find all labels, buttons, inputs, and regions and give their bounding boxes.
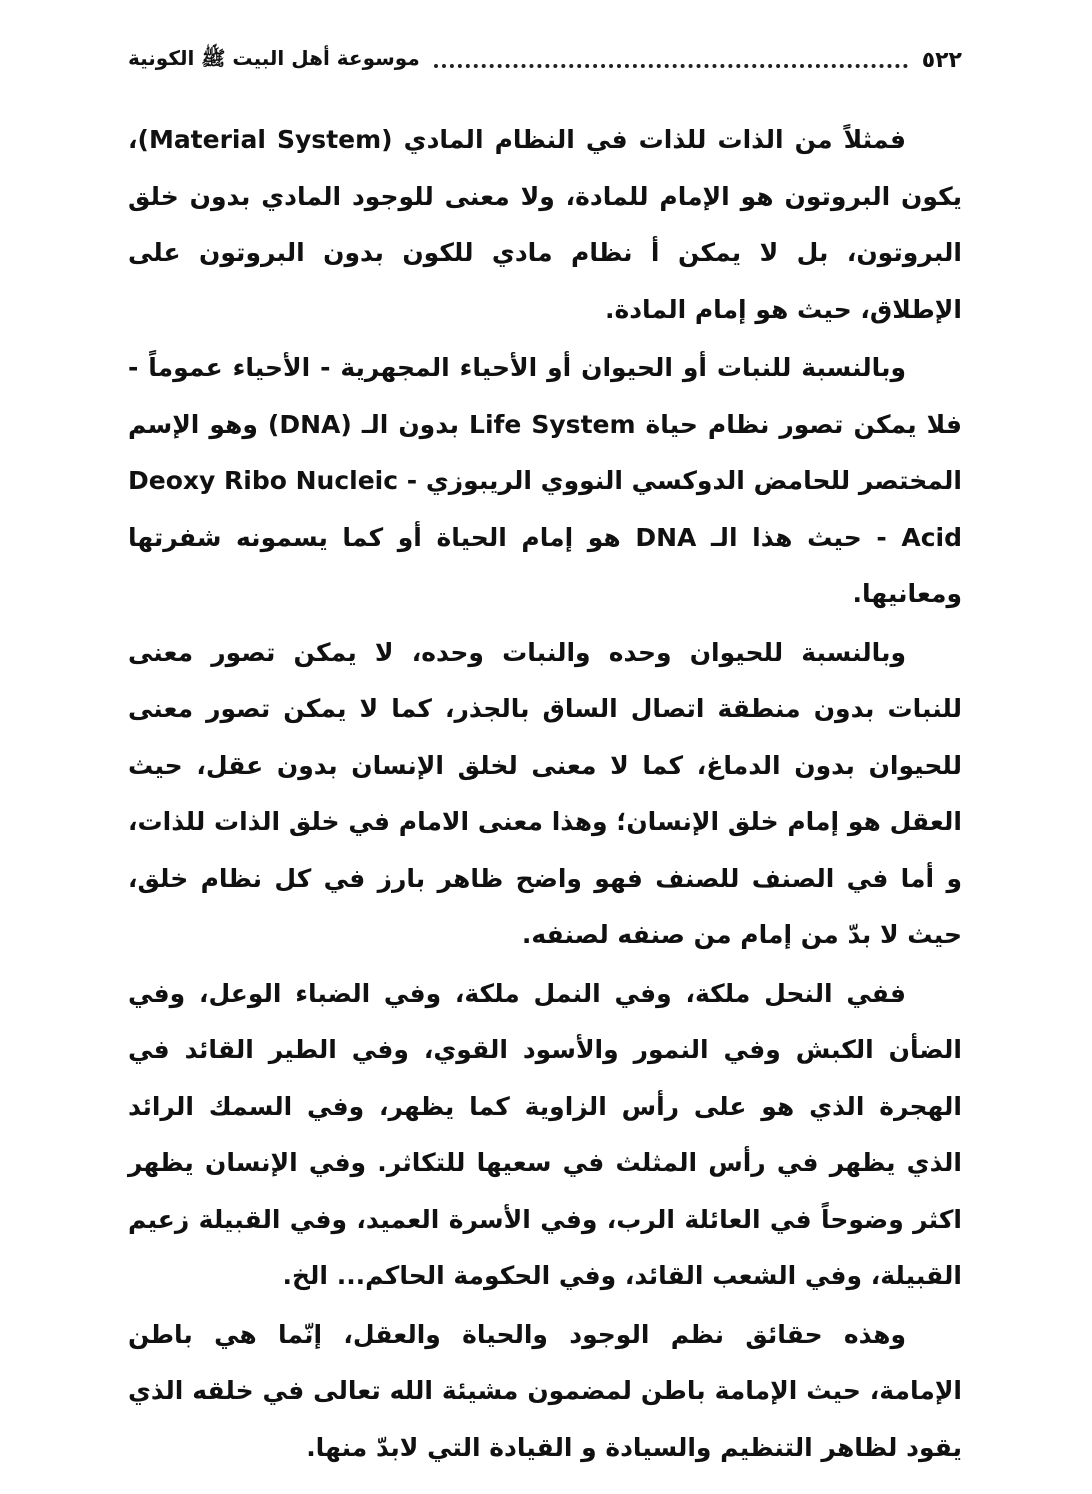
page-body bbox=[128, 112, 962, 1478]
header-dotted-leader bbox=[434, 64, 908, 68]
running-header bbox=[128, 40, 962, 80]
page-number: ٥٢٢ bbox=[921, 47, 962, 73]
paragraph-3: وبالنسبة للحيوان وحده والنبات وحده، لا يمكن تصور معنى للنبات بدون منطقة اتصال الساق بالجذر، كما لا يمكن تصور معنى للحيوان بدون الدماغ، كما لا معنى لخلق الإنسان بدون عقل، حيث العقل هو إمام خلق الإنسان؛ وهذا معنى الامام في خلق الذات للذات، و أما في الصنف للصنف فهو واضح ظاهر بارز في كل نظام خلق، حيث لا بدّ من إمام من صنفه لصنفه. bbox=[128, 637, 962, 949]
paragraph-2: وبالنسبة للنبات أو الحيوان أو الأحياء المجهرية - الأحياء عموماً - فلا يمكن تصور نظام حياة Life System بدون الـ (DNA) وهو الإسم المختصر للحامض الدوكسي النووي الريبوزي - Deoxy Ribo Nucleic Acid - حيث هذا الـ DNA هو إمام الحياة أو كما يسمونه شفرتها ومعانيها. bbox=[128, 353, 962, 608]
book-title: موسوعة أهل البيت ﷺ الكونية bbox=[128, 45, 420, 70]
paragraph-4: ففي النحل ملكة، وفي النمل ملكة، وفي الضباء الوعل، وفي الضأن الكبش وفي النمور والأسود القوي، وفي الطير القائد في الهجرة الذي هو على رأس الزاوية كما يظهر، وفي السمك الرائد الذي يظهر في رأس المثلث في سعيها للتكاثر. وفي الإنسان يظهر اكثر وضوحاً في العائلة الرب، وفي الأسرة العميد، وفي القبيلة زعيم القبيلة، وفي الشعب القائد، وفي الحكومة الحاكم... الخ. bbox=[128, 978, 962, 1290]
paragraph-1: فمثلاً من الذات للذات في النظام المادي (Material System)، يكون البروتون هو الإمام للمادة، ولا معنى للوجود المادي بدون خلق البروتون، بل لا يمكن أ نظام مادي للكون بدون البروتون على الإطلاق، حيث هو إمام المادة. bbox=[128, 125, 962, 324]
paragraph-5: وهذه حقائق نظم الوجود والحياة والعقل، إنّما هي باطن الإمامة، حيث الإمامة باطن لمضمون مشيئة الله تعالى في خلقه الذي يقود لظاهر التنظيم والسيادة و القيادة التي لابدّ منها. bbox=[128, 1319, 962, 1462]
